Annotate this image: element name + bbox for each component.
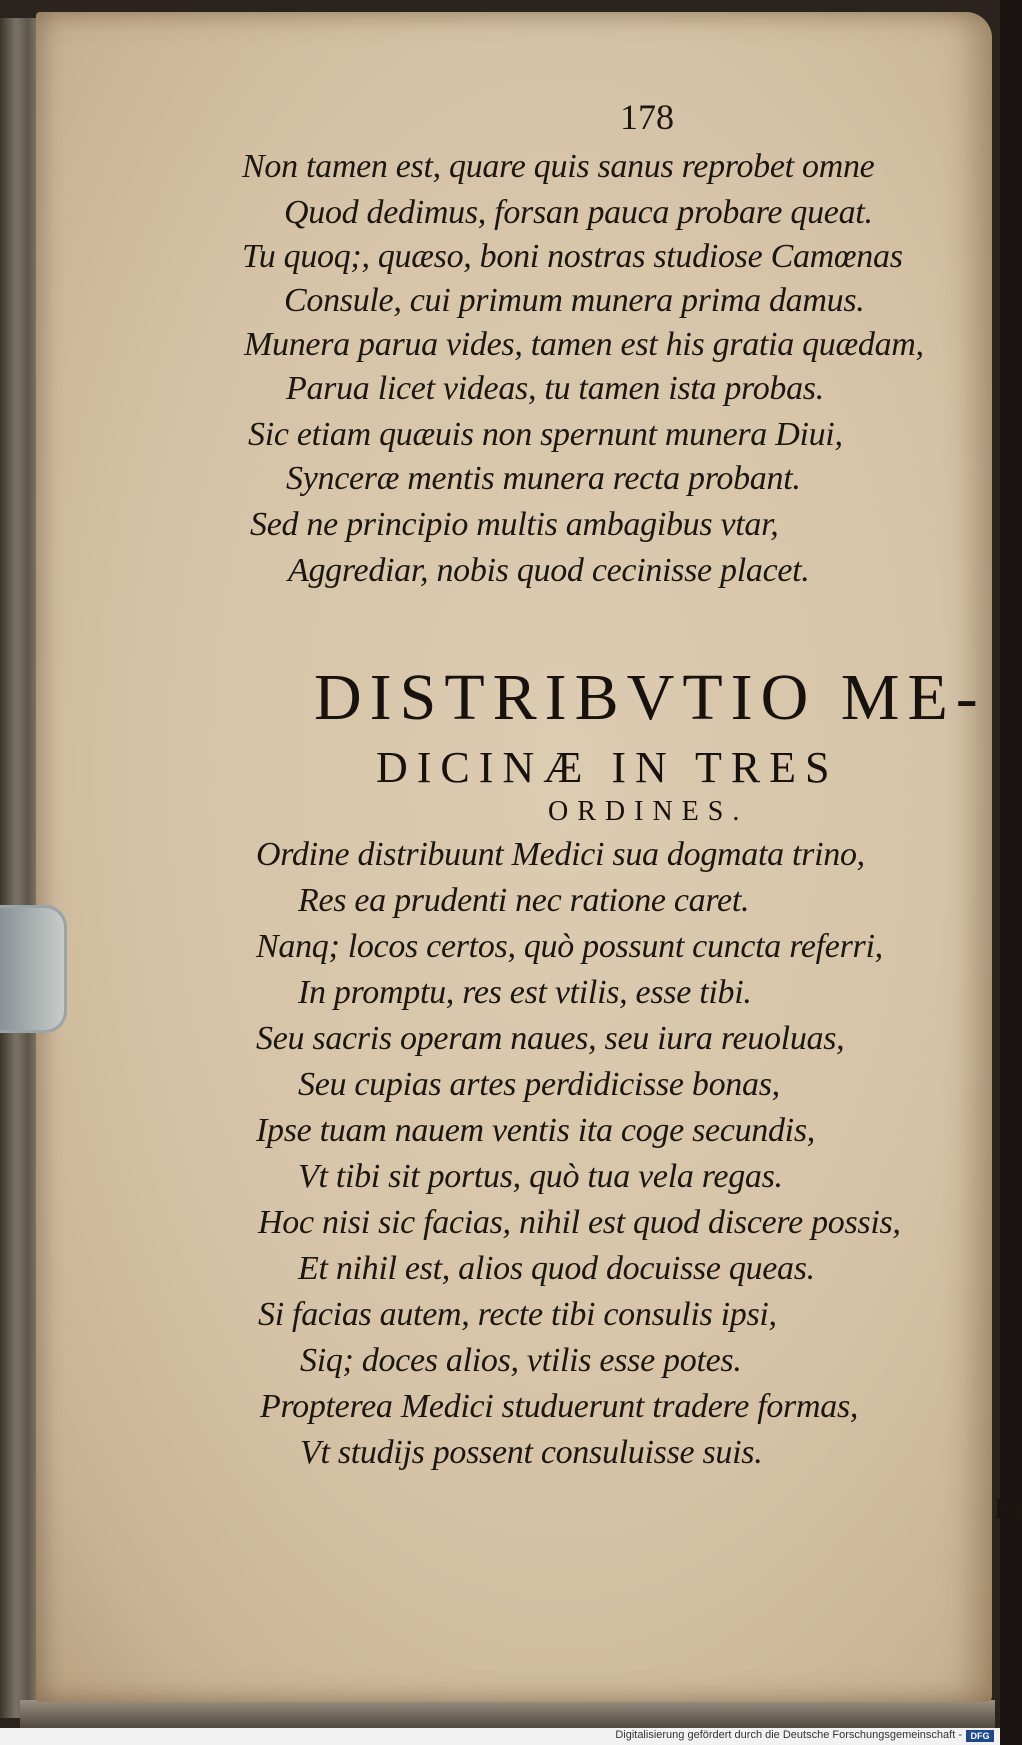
verse-line: Siq; doces alios, vtilis esse potes. bbox=[300, 1342, 742, 1379]
verse-line: Quod dedimus, forsan pauca probare queat. bbox=[284, 194, 873, 231]
verse-line: Res ea prudenti nec ratione caret. bbox=[298, 882, 750, 919]
verse-line: Munera parua vides, tamen est his gratia quædam, bbox=[244, 326, 924, 363]
section-heading-line-1: DISTRIBVTIO ME- bbox=[314, 661, 986, 734]
book-binding-edge bbox=[0, 18, 40, 1718]
verse-line: Sic etiam quæuis non spernunt munera Diui, bbox=[248, 416, 843, 453]
digitization-footer bbox=[0, 1728, 1000, 1745]
book-clasp bbox=[0, 905, 67, 1033]
verse-line: Aggrediar, nobis quod cecinisse placet. bbox=[288, 552, 810, 589]
verse-line: Seu sacris operam naues, seu iura reuoluas, bbox=[256, 1020, 845, 1057]
catchword: Ft bbox=[994, 1492, 1022, 1525]
page-number: 178 bbox=[620, 97, 674, 137]
verse-line: Parua licet videas, tu tamen ista probas. bbox=[286, 370, 824, 407]
verse-line: Hoc nisi sic facias, nihil est quod discere possis, bbox=[258, 1204, 901, 1241]
verse-line: Tu quoq;, quæso, boni nostras studiose Camœnas bbox=[242, 238, 903, 275]
verse-line: Vt studijs possent consuluisse suis. bbox=[300, 1434, 763, 1471]
book-page bbox=[36, 12, 1022, 1702]
verse-line: Vt tibi sit portus, quò tua vela regas. bbox=[298, 1158, 783, 1195]
verse-line: Si facias autem, recte tibi consulis ipsi, bbox=[258, 1296, 777, 1333]
funding-notice: Digitalisierung gefördert durch die Deutsche Forschungsgemeinschaft - bbox=[615, 1729, 962, 1741]
section-heading-line-3: ORDINES. bbox=[548, 796, 749, 827]
verse-line: Consule, cui primum munera prima damus. bbox=[284, 282, 865, 319]
verse-line: Synceræ mentis munera recta probant. bbox=[286, 460, 801, 497]
verse-line: Propterea Medici studuerunt tradere formas, bbox=[260, 1388, 859, 1425]
dfg-logo-icon: DFG bbox=[966, 1730, 994, 1742]
verse-line: Ipse tuam nauem ventis ita coge secundis, bbox=[256, 1112, 815, 1149]
verse-line: Seu cupias artes perdidicisse bonas, bbox=[298, 1066, 780, 1103]
section-heading-line-2: DICINÆ IN TRES bbox=[376, 743, 839, 792]
verse-line: In promptu, res est vtilis, esse tibi. bbox=[298, 974, 752, 1011]
verse-line: Nanq; locos certos, quò possunt cuncta referri, bbox=[256, 928, 883, 965]
verse-line: Ordine distribuunt Medici sua dogmata trino, bbox=[256, 836, 865, 873]
book-bottom-edge bbox=[20, 1700, 995, 1730]
verse-line: Non tamen est, quare quis sanus reprobet omne bbox=[242, 148, 875, 185]
verse-line: Et nihil est, alios quod docuisse queas. bbox=[298, 1250, 815, 1287]
verse-line: Sed ne principio multis ambagibus vtar, bbox=[250, 506, 779, 543]
